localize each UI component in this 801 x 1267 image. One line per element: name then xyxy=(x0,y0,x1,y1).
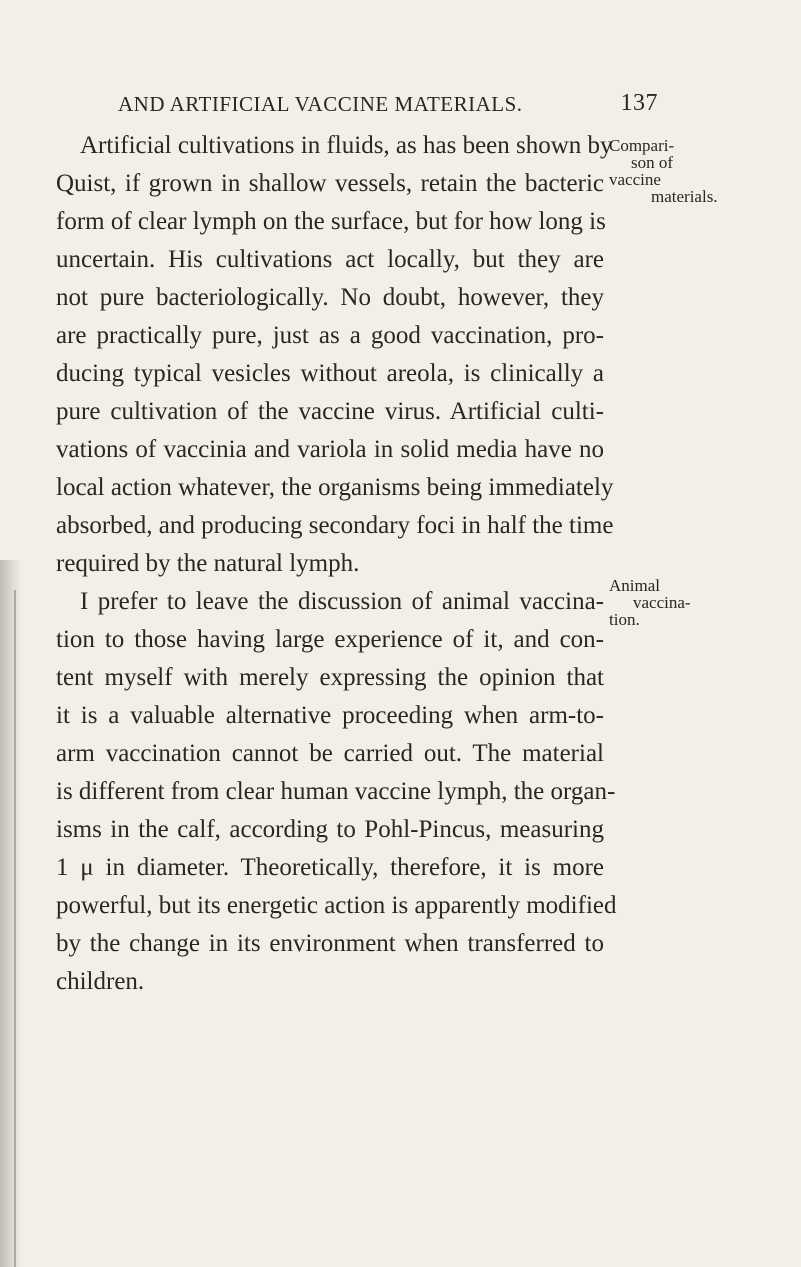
margin-note-animal-vaccination xyxy=(609,577,789,628)
text-line: I prefer to leave the discussion of animal vaccina- xyxy=(80,588,604,615)
running-head xyxy=(118,92,658,117)
text-line: tion to those having large experience of it, and con- xyxy=(56,626,604,653)
text-line: 1 μ in diameter. Theoretically, therefore, it is more xyxy=(56,854,604,881)
margin-note-line: Animal xyxy=(609,576,660,595)
margin-note-comparison xyxy=(609,137,789,205)
text-line: absorbed, and producing secondary foci in half the time xyxy=(56,512,614,539)
text-line: form of clear lymph on the surface, but for how long is xyxy=(56,208,606,235)
page-number: 137 xyxy=(620,90,658,116)
running-head-title: AND ARTIFICIAL VACCINE MATERIALS. xyxy=(118,92,523,116)
margin-note-line: vaccina- xyxy=(633,593,691,612)
text-line: children. xyxy=(56,968,145,995)
binding-edge xyxy=(14,590,16,1267)
margin-note-line: Compari- xyxy=(609,136,675,155)
margin-note-line: tion. xyxy=(609,610,640,629)
margin-note-line: son of xyxy=(631,153,674,172)
text-line: is different from clear human vaccine lymph, the organ- xyxy=(56,778,616,805)
text-line: local action whatever, the organisms being immediately xyxy=(56,474,614,501)
text-line: required by the natural lymph. xyxy=(56,550,360,577)
text-line: vations of vaccinia and variola in solid media have no xyxy=(56,436,604,463)
text-line: ducing typical vesicles without areola, is clinically a xyxy=(56,360,604,387)
text-line: by the change in its environment when transferred to xyxy=(56,930,604,957)
text-line: uncertain. His cultivations act locally, but they are xyxy=(56,246,604,273)
text-line: pure cultivation of the vaccine virus. Artificial culti- xyxy=(56,398,604,425)
text-line: it is a valuable alternative proceeding when arm-to- xyxy=(56,702,604,729)
text-line: Artificial cultivations in fluids, as has been shown by xyxy=(80,132,613,159)
text-line: Quist, if grown in shallow vessels, retain the bacteric xyxy=(56,170,604,197)
margin-note-line: materials. xyxy=(651,187,718,206)
text-line: not pure bacteriologically. No doubt, however, they xyxy=(56,284,604,311)
binding-shadow xyxy=(0,560,22,1267)
text-line: arm vaccination cannot be carried out. The material xyxy=(56,740,604,767)
text-line: isms in the calf, according to Pohl-Pincus, measuring xyxy=(56,816,604,843)
margin-note-line: vaccine xyxy=(609,170,661,189)
text-line: are practically pure, just as a good vaccination, pro- xyxy=(56,322,604,349)
body-text xyxy=(56,127,617,1001)
text-line: powerful, but its energetic action is apparently modified xyxy=(56,892,617,919)
text-line: tent myself with merely expressing the opinion that xyxy=(56,664,604,691)
